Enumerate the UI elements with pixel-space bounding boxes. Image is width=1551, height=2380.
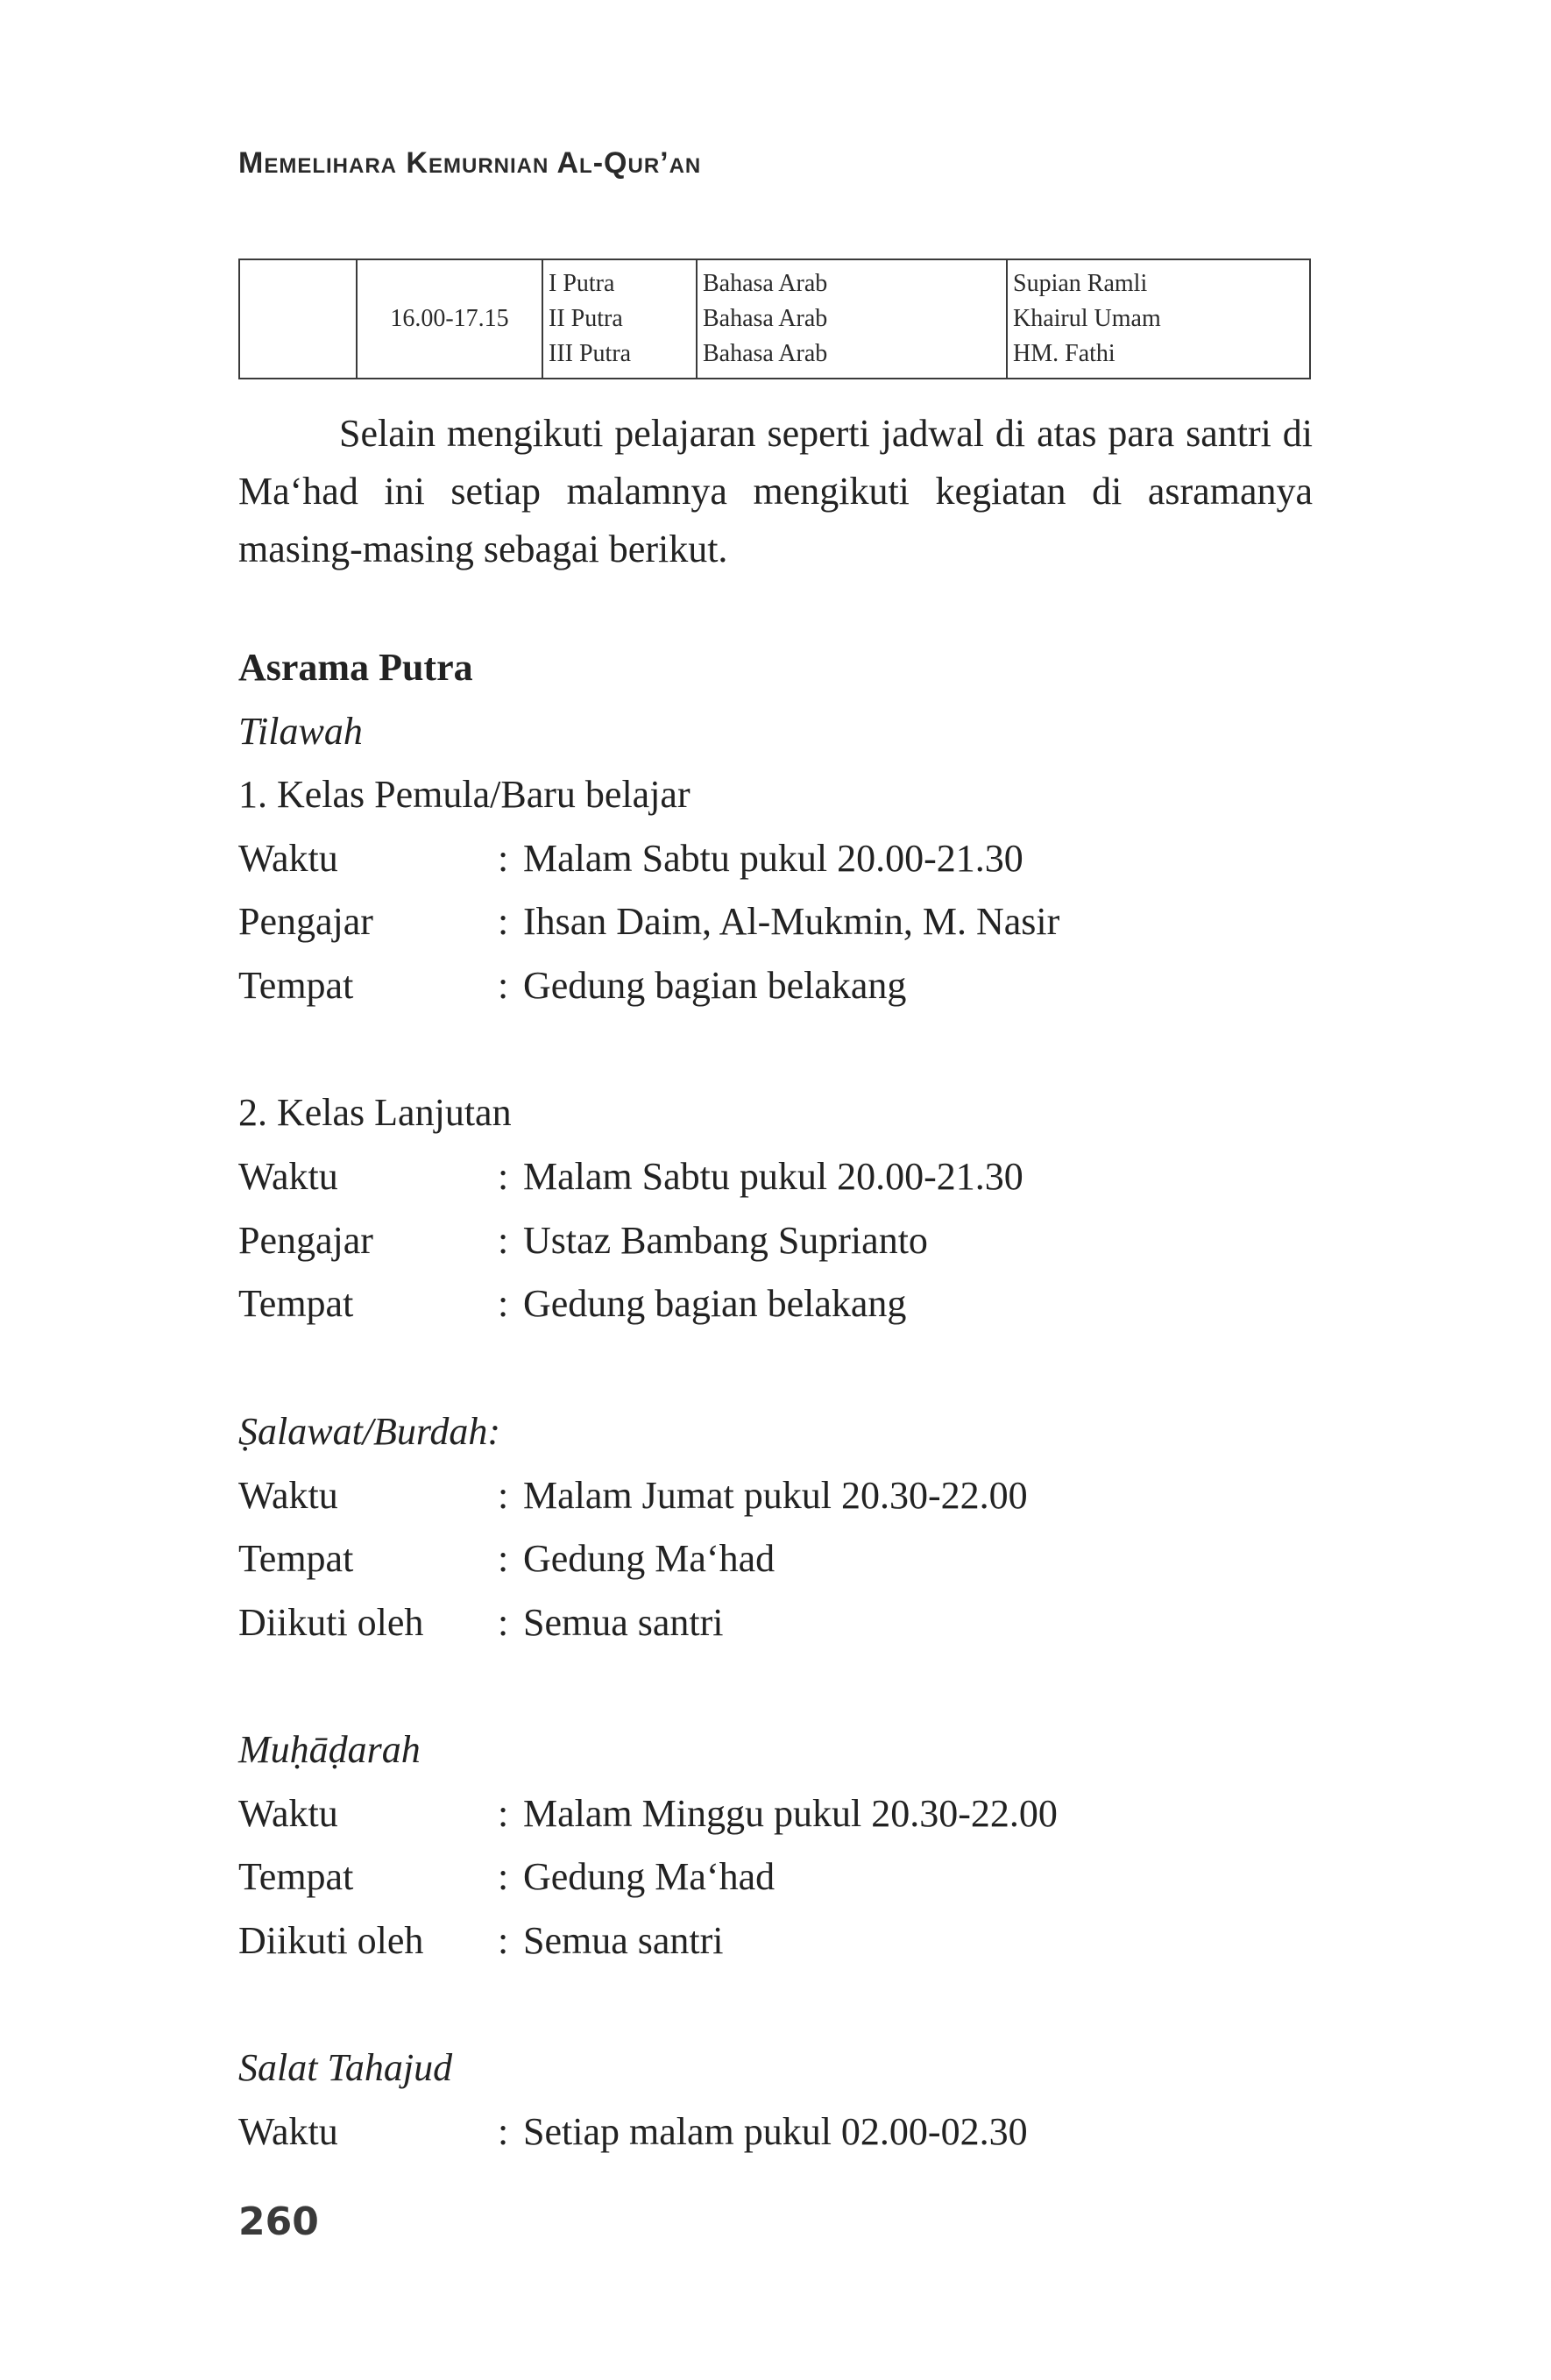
field-value: Gedung Ma‘had bbox=[523, 1855, 776, 1898]
field-value: Gedung bagian belakang bbox=[523, 964, 907, 1007]
table-cell-teachers bbox=[1007, 259, 1310, 379]
table-cell-empty bbox=[239, 259, 357, 379]
tahajud-heading: Salat Tahajud bbox=[238, 2046, 453, 2089]
teacher-name: Khairul Umam bbox=[1013, 305, 1161, 332]
schedule-table bbox=[238, 259, 1311, 379]
field-value: Malam Sabtu pukul 20.00-21.30 bbox=[523, 837, 1023, 880]
field-label: Waktu bbox=[238, 2110, 338, 2153]
field-label: Diikuti oleh bbox=[238, 1919, 424, 1962]
field-value: Ustaz Bambang Suprianto bbox=[523, 1219, 928, 1262]
tilawah-heading: Tilawah bbox=[238, 710, 363, 753]
intro-paragraph: Selain mengikuti pelajaran seperti jadwal di atas para santri di Ma‘had ini setiap malamnya mengikuti kegiatan di asramanya masing-masing sebagai berikut. bbox=[238, 412, 1313, 570]
colon: : bbox=[498, 1474, 509, 1517]
field-label: Diikuti oleh bbox=[238, 1601, 424, 1644]
field-value: Gedung Ma‘had bbox=[523, 1537, 776, 1580]
table-cell-time: 16.00-17.15 bbox=[357, 259, 542, 379]
table-cell-subjects bbox=[697, 259, 1007, 379]
teacher-name: HM. Fathi bbox=[1013, 340, 1115, 367]
field-value: Ihsan Daim, Al-Mukmin, M. Nasir bbox=[523, 900, 1060, 943]
field-value: Semua santri bbox=[523, 1601, 724, 1644]
table-row bbox=[239, 259, 1310, 379]
colon: : bbox=[498, 1219, 509, 1262]
colon: : bbox=[498, 900, 509, 943]
muhadarah-heading: Muḥāḍarah bbox=[238, 1728, 421, 1771]
field-label: Tempat bbox=[238, 1855, 354, 1898]
running-title: Memelihara Kemurnian Al-Qur’an bbox=[238, 146, 702, 180]
field-value: Malam Jumat pukul 20.30-22.00 bbox=[523, 1474, 1028, 1517]
field-value: Malam Sabtu pukul 20.00-21.30 bbox=[523, 1155, 1023, 1198]
section-heading: Asrama Putra bbox=[238, 646, 473, 689]
colon: : bbox=[498, 1601, 509, 1644]
colon: : bbox=[498, 1282, 509, 1325]
salawat-heading: Ṣalawat/Burdah: bbox=[238, 1410, 501, 1453]
field-label: Pengajar bbox=[238, 900, 373, 943]
colon: : bbox=[498, 1792, 509, 1835]
class-name: II Putra bbox=[549, 305, 623, 332]
field-value: Setiap malam pukul 02.00-02.30 bbox=[523, 2110, 1028, 2153]
colon: : bbox=[498, 837, 509, 880]
field-value: Gedung bagian belakang bbox=[523, 1282, 907, 1325]
table-cell-classes bbox=[542, 259, 697, 379]
class1-title: 1. Kelas Pemula/Baru belajar bbox=[238, 773, 691, 816]
class2-title: 2. Kelas Lanjutan bbox=[238, 1091, 512, 1134]
field-label: Tempat bbox=[238, 1537, 354, 1580]
class-name: III Putra bbox=[549, 340, 632, 367]
field-value: Malam Minggu pukul 20.30-22.00 bbox=[523, 1792, 1058, 1835]
subject-name: Bahasa Arab bbox=[703, 340, 828, 367]
colon: : bbox=[498, 1919, 509, 1962]
colon: : bbox=[498, 2110, 509, 2153]
teacher-name: Supian Ramli bbox=[1013, 270, 1148, 297]
field-label: Waktu bbox=[238, 1155, 338, 1198]
field-label: Pengajar bbox=[238, 1219, 373, 1262]
colon: : bbox=[498, 1855, 509, 1898]
field-label: Waktu bbox=[238, 1474, 338, 1517]
subject-name: Bahasa Arab bbox=[703, 270, 828, 297]
field-label: Waktu bbox=[238, 837, 338, 880]
field-value: Semua santri bbox=[523, 1919, 724, 1962]
class-name: I Putra bbox=[549, 270, 615, 297]
subject-name: Bahasa Arab bbox=[703, 305, 828, 332]
page-number: 260 bbox=[238, 2199, 319, 2244]
colon: : bbox=[498, 1155, 509, 1198]
field-label: Tempat bbox=[238, 1282, 354, 1325]
field-label: Tempat bbox=[238, 964, 354, 1007]
colon: : bbox=[498, 1537, 509, 1580]
colon: : bbox=[498, 964, 509, 1007]
field-label: Waktu bbox=[238, 1792, 338, 1835]
